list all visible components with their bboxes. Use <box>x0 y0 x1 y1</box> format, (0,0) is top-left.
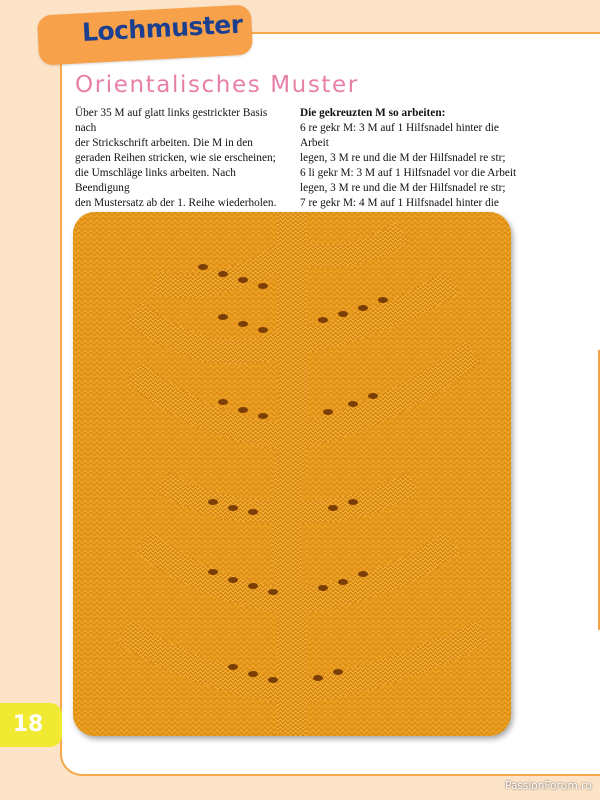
instructions-line: Über 35 M auf glatt links gestrickter Basis nach <box>75 107 268 134</box>
crossed-stitches-line: 6 li gekr M: 3 M auf 1 Hilfsnadel vor die Arbeit <box>300 167 517 179</box>
knitted-swatch-illustration <box>73 212 511 736</box>
instructions-line: die Umschläge links arbeiten. Nach Beendigung <box>75 167 236 194</box>
page-number: 18 <box>12 712 44 737</box>
crossed-stitches-heading: Die gekreuzten M so arbeiten: <box>300 107 446 119</box>
instructions-paragraph <box>75 106 285 211</box>
crossed-stitches-line: legen, 3 M re und die M der Hilfsnadel re str; <box>300 182 506 194</box>
instructions-line: der Strickschrift arbeiten. Die M in den <box>75 137 253 149</box>
instructions-line: den Mustersatz ab der 1. Reihe wiederholen. <box>75 197 277 209</box>
section-title: Lochmuster <box>81 9 244 47</box>
watermark: PassionForum.ru <box>505 780 592 792</box>
crossed-stitches-line: 6 re gekr M: 3 M auf 1 Hilfsnadel hinter die Arbeit <box>300 122 499 149</box>
instructions-line: geraden Reihen stricken, wie sie erscheinen; <box>75 152 276 164</box>
pattern-title: Orientalisches Muster <box>75 72 359 98</box>
knitted-swatch-photo <box>73 212 511 736</box>
crossed-stitches-line: 7 re gekr M: 4 M auf 1 Hilfsnadel hinter die <box>300 197 499 209</box>
crossed-stitches-line: legen, 3 M re und die M der Hilfsnadel re str; <box>300 152 506 164</box>
